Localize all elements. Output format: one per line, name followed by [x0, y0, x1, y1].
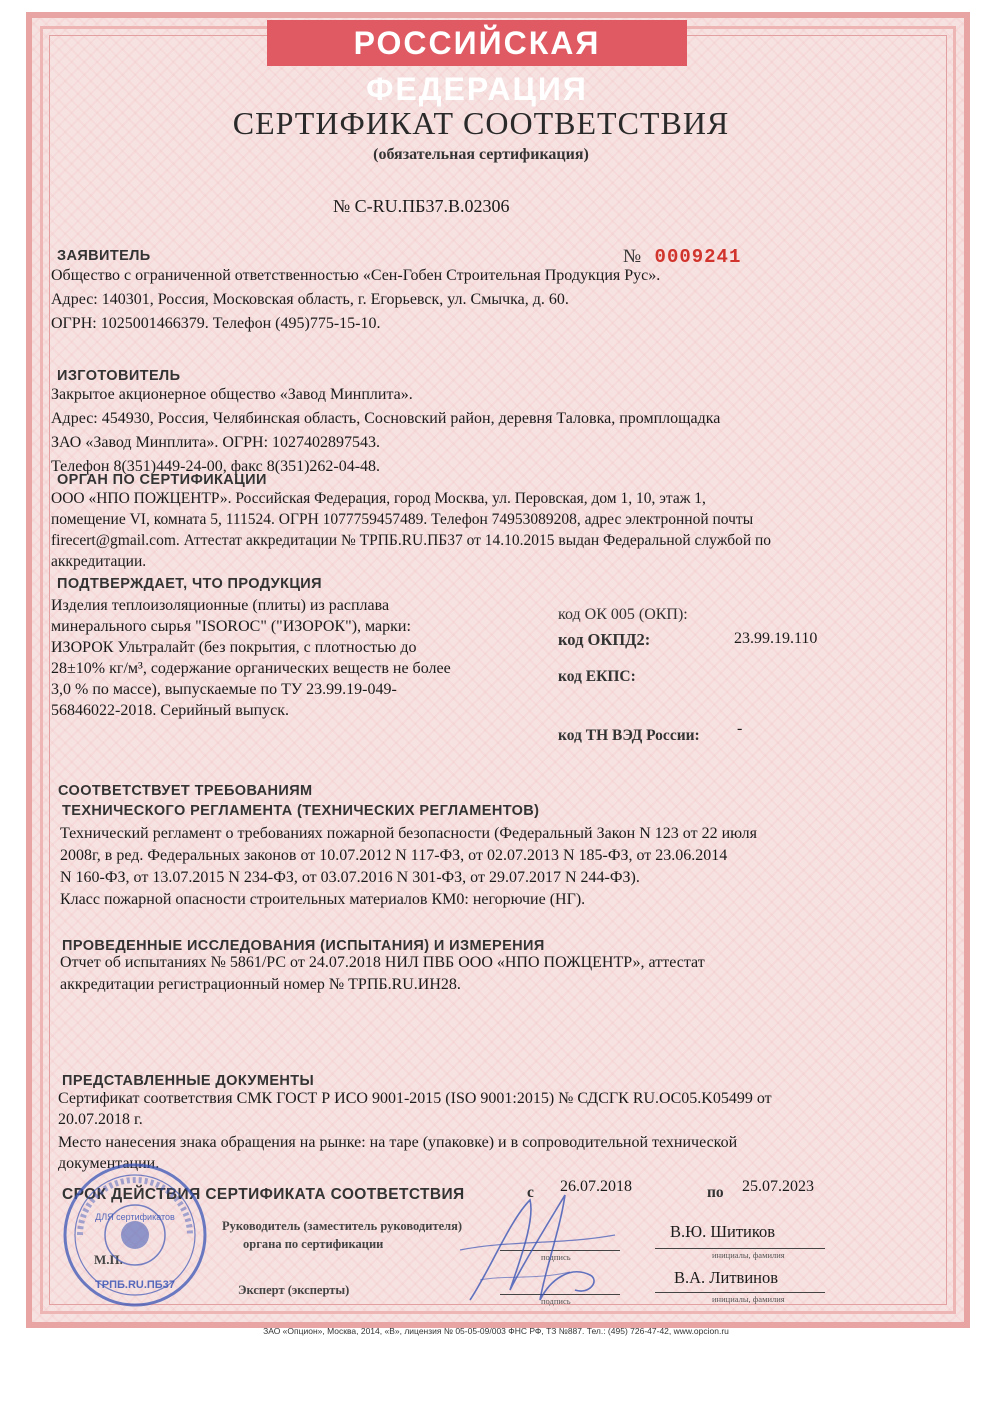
requirements-line: Класс пожарной опасности строительных материалов КМ0: негорючие (НГ).	[60, 891, 586, 908]
product-line: ИЗОРОК Ультралайт (без покрытия, с плотностью до	[51, 639, 417, 656]
requirements-subheading: ТЕХНИЧЕСКОГО РЕГЛАМЕНТА (ТЕХНИЧЕСКИХ РЕГЛАМЕНТОВ)	[62, 803, 540, 819]
requirements-line: Технический регламент о требованиях пожарной безопасности (Федеральный Закон N 123 от 22 июля	[60, 825, 758, 842]
serial-prefix: №	[623, 246, 643, 267]
certificate-number: № C-RU.ПБ37.В.02306	[333, 196, 510, 216]
manufacturer-line: Адрес: 454930, Россия, Челябинская область, Сосновский район, деревня Таловка, промплощадка	[51, 410, 721, 427]
validity-from: 26.07.2018	[560, 1178, 632, 1195]
head-label-2: органа по сертификации	[243, 1237, 384, 1251]
okpd2-value: 23.99.19.110	[734, 630, 818, 647]
tests-block	[60, 952, 940, 995]
manufacturer-heading: ИЗГОТОВИТЕЛЬ	[57, 368, 181, 384]
validity-heading: СРОК ДЕЙСТВИЯ СЕРТИФИКАТА СООТВЕТСТВИЯ	[62, 1186, 465, 1203]
tests-line: Отчет об испытаниях № 5861/РС от 24.07.2018 НИЛ ПВБ ООО «НПО ПОЖЦЕНТР», аттестат	[60, 954, 705, 971]
documents-line: Место нанесения знака обращения на рынке: на таре (упаковке) и в сопроводительной технической	[58, 1134, 738, 1151]
certification-stamp	[60, 1160, 210, 1310]
expert-name-line	[655, 1292, 825, 1293]
ok005-label: код ОК 005 (ОКП):	[558, 606, 688, 623]
manufacturer-line: Телефон 8(351)449-24-00, факс 8(351)262-04-48.	[51, 458, 381, 475]
validity-to-label: по	[707, 1184, 724, 1201]
product-line: 28±10% кг/м³, содержание органических веществ не более	[51, 660, 451, 677]
product-line: Изделия теплоизоляционные (плиты) из расплава	[51, 597, 390, 614]
product-heading: ПОДТВЕРЖДАЕТ, ЧТО ПРОДУКЦИЯ	[57, 576, 322, 592]
tnved-value: -	[737, 720, 743, 737]
requirements-heading: СООТВЕТСТВУЕТ ТРЕБОВАНИЯМ	[58, 783, 313, 799]
stamp-center-text: ДЛЯ сертификатов	[95, 1212, 175, 1222]
tests-heading: ПРОВЕДЕННЫЕ ИССЛЕДОВАНИЯ (ИСПЫТАНИЯ) И ИЗМЕРЕНИЯ	[62, 938, 545, 954]
applicant-block	[51, 265, 931, 334]
requirements-line: N 160-ФЗ, от 13.07.2015 N 234-ФЗ, от 03.07.2016 N 301-ФЗ, от 29.07.2017 N 244-ФЗ).	[60, 869, 640, 886]
product-line: 56846022-2018. Серийный выпуск.	[51, 702, 290, 719]
product-line: 3,0 % по массе), выпускаемые по ТУ 23.99.19-049-	[51, 681, 397, 698]
requirements-line: 2008г, в ред. Федеральных законов от 10.07.2012 N 117-ФЗ, от 02.07.2013 N 185-ФЗ, от 23.06.2014	[60, 847, 728, 864]
tnved-label: код ТН ВЭД России:	[558, 727, 700, 744]
certification-body-line: firecert@gmail.com. Аттестат аккредитации № ТРПБ.RU.ПБ37 от 14.10.2015 выдан Федеральной службой по	[51, 532, 772, 549]
seal-place-label: М.П.	[94, 1252, 123, 1267]
head-sign-caption: подпись	[541, 1252, 571, 1262]
certificate-subtitle: (обязательная сертификация)	[373, 146, 589, 163]
documents-line: 20.07.2018 г.	[58, 1111, 143, 1128]
head-label-1: Руководитель (заместитель руководителя)	[222, 1219, 463, 1233]
expert-label: Эксперт (эксперты)	[238, 1283, 350, 1297]
validity-to: 25.07.2023	[742, 1178, 814, 1195]
stamp-bottom-text: ТРПБ.RU.ПБ37	[95, 1279, 175, 1291]
expert-sign-caption: подпись	[541, 1296, 571, 1306]
certificate-title: СЕРТИФИКАТ СООТВЕТСТВИЯ	[232, 105, 730, 141]
certification-body-heading: ОРГАН ПО СЕРТИФИКАЦИИ	[57, 472, 267, 488]
certification-body-line: аккредитации.	[51, 553, 147, 570]
tests-line: аккредитации регистрационный номер № ТРПБ.RU.ИН28.	[60, 976, 461, 993]
applicant-line: Адрес: 140301, Россия, Московская область, г. Егорьевск, ул. Смычка, д. 60.	[51, 291, 569, 308]
expert-initials-caption: инициалы, фамилия	[712, 1294, 785, 1304]
documents-line: Сертификат соответствия СМК ГОСТ Р ИСО 9001-2015 (ISO 9001:2015) № СДСГК RU.OC05.K05499 от	[58, 1090, 772, 1107]
serial-value: 0009241	[654, 246, 742, 268]
country-banner: РОССИЙСКАЯ ФЕДЕРАЦИЯ	[267, 20, 687, 66]
manufacturer-line: ЗАО «Завод Минплита». ОГРН: 1027402897543.	[51, 434, 381, 451]
certification-body-block	[51, 488, 941, 572]
applicant-line: ОГРН: 1025001466379. Телефон (495)775-15-10.	[51, 315, 381, 332]
head-name: В.Ю. Шитиков	[670, 1222, 776, 1241]
applicant-heading: ЗАЯВИТЕЛЬ	[57, 248, 151, 264]
ekps-label: код ЕКПС:	[558, 668, 636, 685]
applicant-line: Общество с ограниченной ответственностью «Сен-Гобен Строительная Продукция Рус».	[51, 267, 661, 284]
expert-name: В.А. Литвинов	[674, 1268, 779, 1287]
certification-body-line: ООО «НПО ПОЖЦЕНТР». Российская Федерация, город Москва, ул. Перовская, дом 1, 10, этаж 1,	[51, 490, 706, 507]
printer-footer: ЗАО «Опцион», Москва, 2014, «В», лицензия № 05-05-09/003 ФНС РФ, ТЗ №887. Тел.: (495) 726-47-42, www.opcion.ru	[263, 1326, 729, 1336]
okpd2-label: код ОКПД2:	[558, 630, 651, 649]
product-description	[51, 595, 551, 721]
product-line: минерального сырья "ISOROC" ("ИЗОРОК"), марки:	[51, 618, 411, 635]
documents-heading: ПРЕДСТАВЛЕННЫЕ ДОКУМЕНТЫ	[62, 1073, 315, 1089]
head-initials-caption: инициалы, фамилия	[712, 1250, 785, 1260]
documents-line: документации.	[58, 1155, 160, 1172]
head-name-line	[655, 1248, 825, 1249]
certification-body-line: помещение VI, комната 5, 111524. ОГРН 1077759457489. Телефон 74953089208, адрес электронной почты	[51, 511, 754, 528]
handwritten-signature	[450, 1180, 620, 1320]
validity-from-label: с	[527, 1184, 534, 1201]
manufacturer-block	[51, 384, 931, 477]
manufacturer-line: Закрытое акционерное общество «Завод Минплита».	[51, 386, 413, 403]
requirements-block	[60, 823, 940, 910]
